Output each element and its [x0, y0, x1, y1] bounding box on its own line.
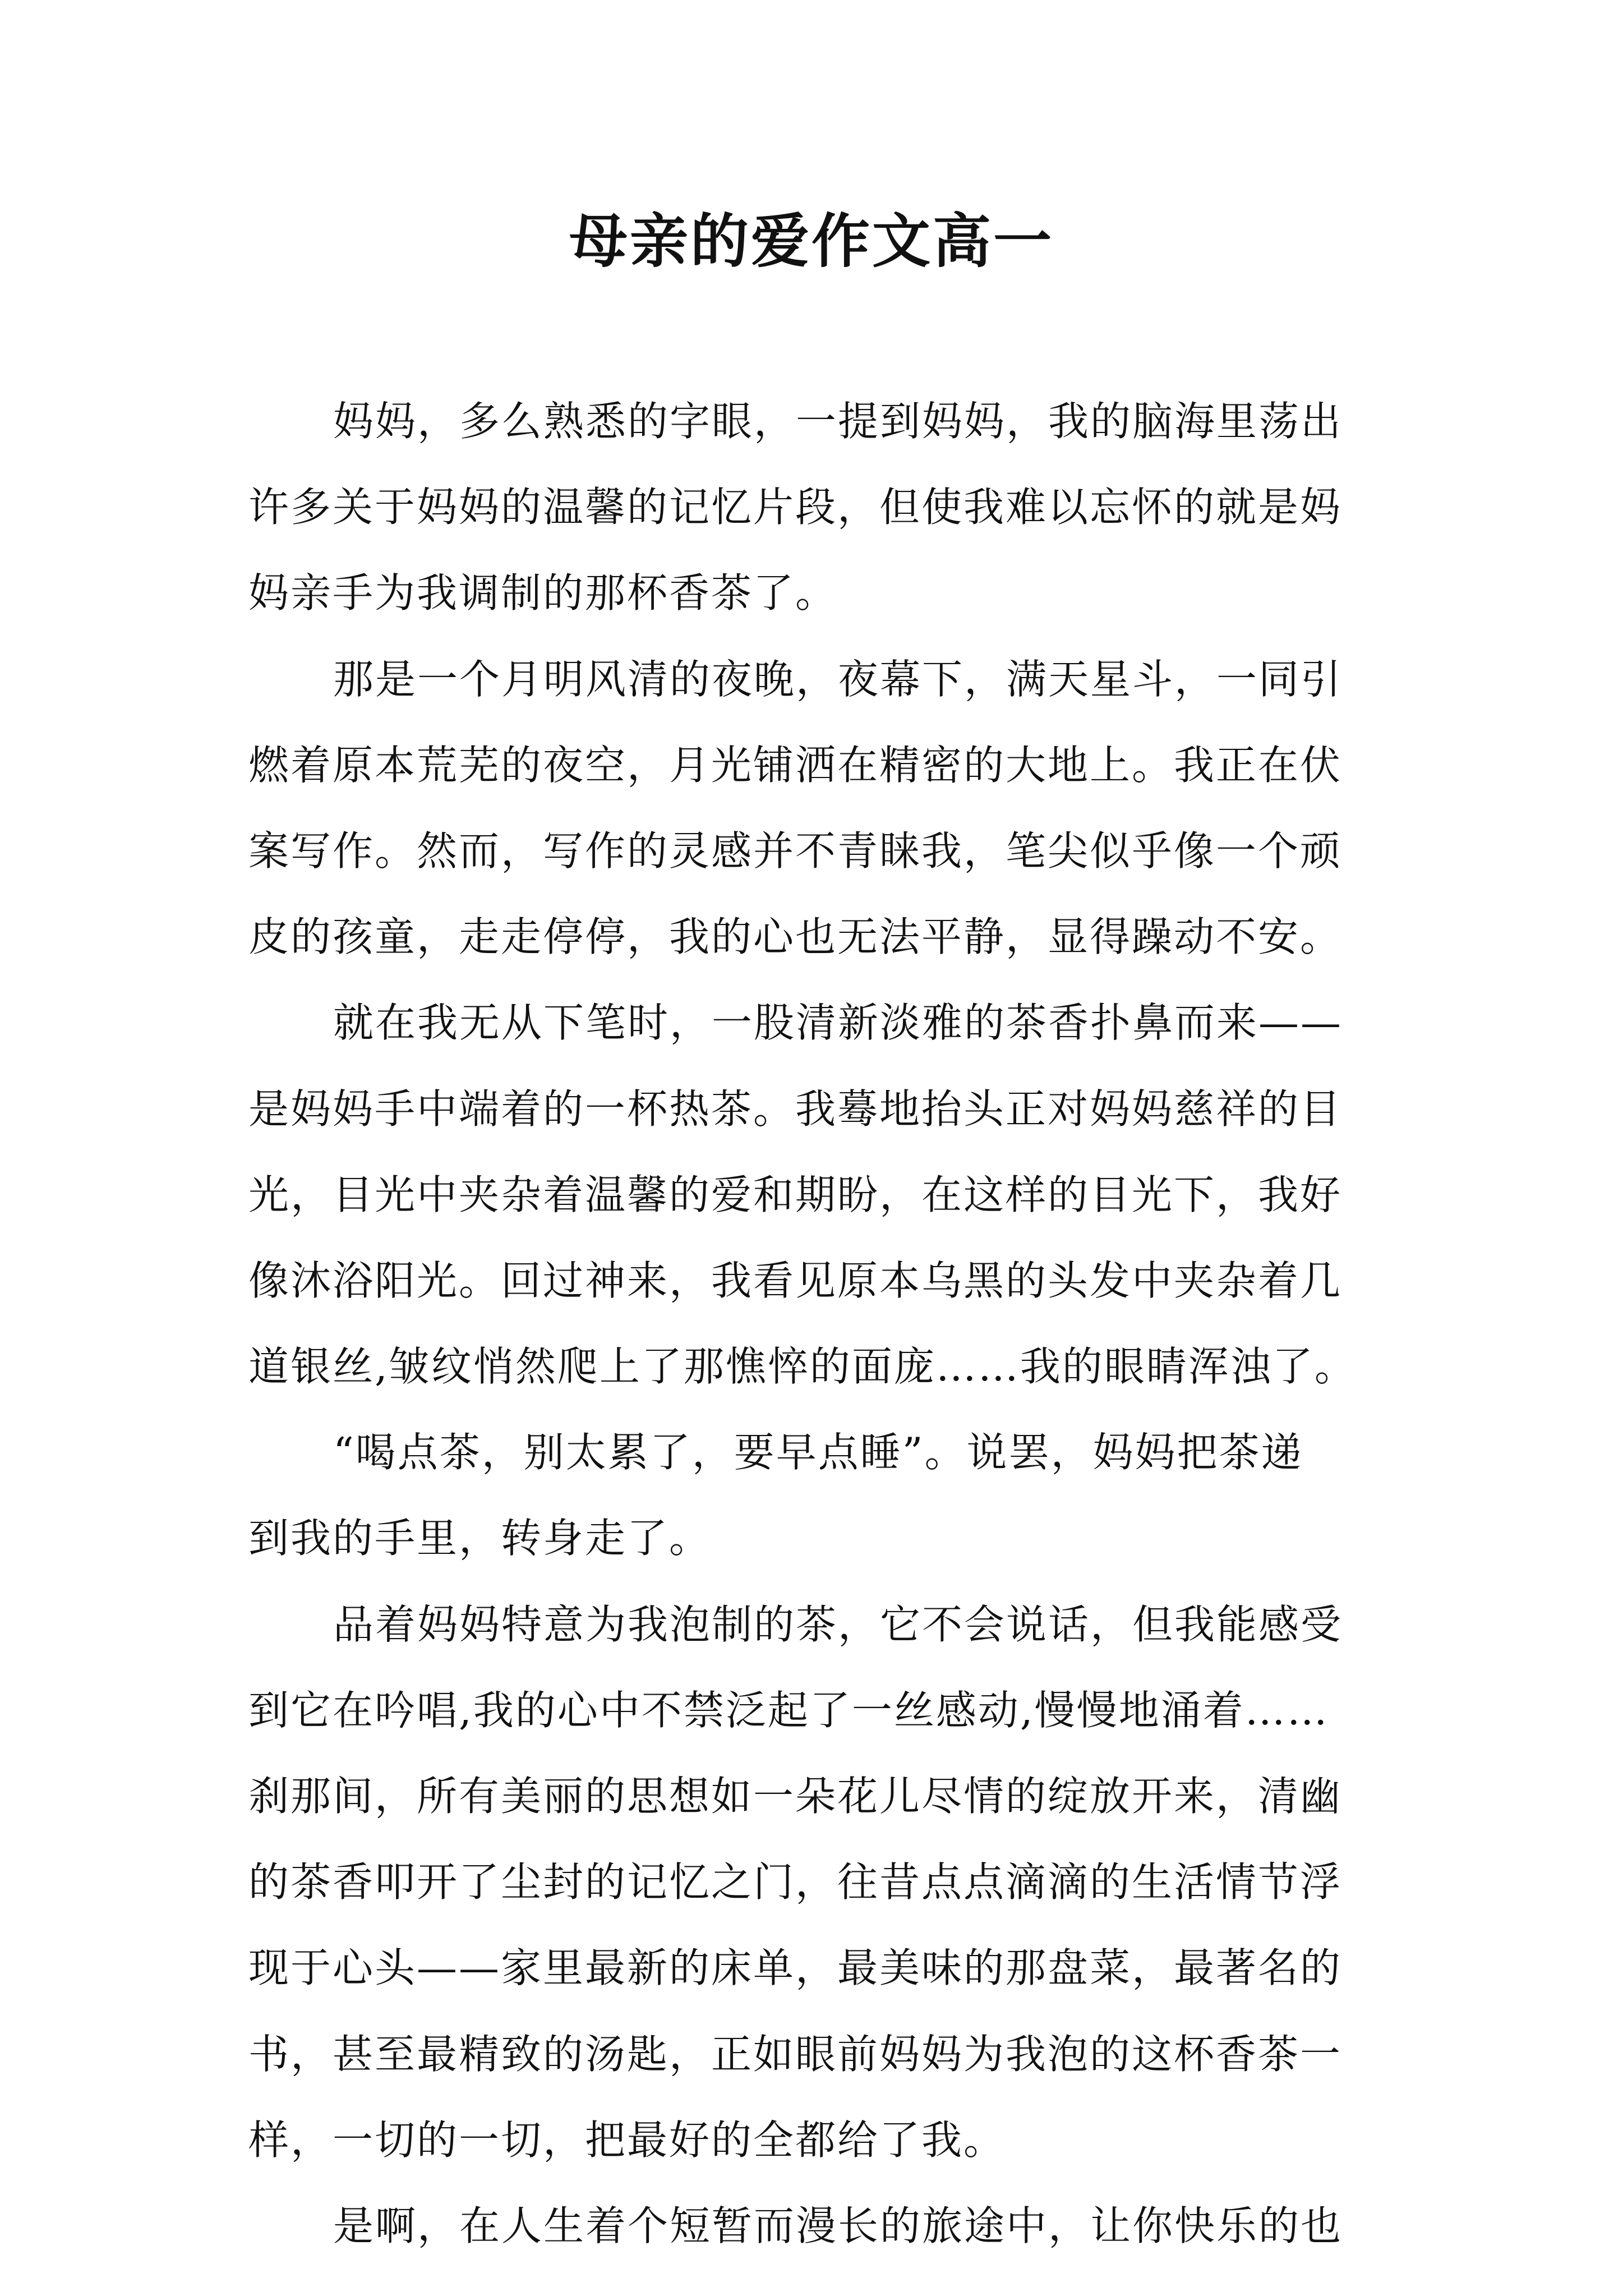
- text-line: 皮的孩童，走走停停，我的心也无法平静，显得躁动不安。: [248, 913, 1343, 961]
- text-line: 道银丝,皱纹悄然爬上了那憔悴的面庞……我的眼睛浑浊了。: [248, 1343, 1357, 1391]
- text-line: 是妈妈手中端着的一杯热茶。我蓦地抬头正对妈妈慈祥的目: [248, 1085, 1343, 1133]
- text-line: 的茶香叩开了尘封的记忆之门，往昔点点滴滴的生活情节浮: [248, 1858, 1343, 1906]
- text-line: 品着妈妈特意为我泡制的茶，它不会说话，但我能感受: [333, 1600, 1343, 1648]
- text-line: 燃着原本荒芜的夜空，月光铺洒在精密的大地上。我正在伏: [248, 741, 1343, 789]
- text-line: 妈亲手为我调制的那杯香茶了。: [248, 569, 838, 617]
- text-line: 刹那间，所有美丽的思想如一朵花儿尽情的绽放开来，清幽: [248, 1773, 1343, 1820]
- document-body: [248, 379, 1381, 2269]
- text-line: 妈妈，多么熟悉的字眼，一提到妈妈，我的脑海里荡出: [333, 398, 1343, 445]
- text-line: 样，一切的一切，把最好的全都给了我。: [248, 2116, 1006, 2164]
- text-line: 光，目光中夹杂着温馨的爱和期盼，在这样的目光下，我好: [248, 1171, 1343, 1218]
- text-line: 像沐浴阳光。回过神来，我看见原本乌黑的头发中夹杂着几: [248, 1257, 1343, 1304]
- text-line: 是啊，在人生着个短暂而漫长的旅途中，让你快乐的也: [333, 2202, 1343, 2249]
- text-line: 到它在吟唱,我的心中不禁泛起了一丝感动,慢慢地涌着……: [248, 1686, 1329, 1734]
- document-title: 母亲的爱作文高一: [569, 206, 1054, 275]
- text-line: 现于心头——家里最新的床单，最美味的那盘菜，最著名的: [248, 1944, 1343, 1992]
- text-line: 许多关于妈妈的温馨的记忆片段，但使我难以忘怀的就是妈: [248, 484, 1343, 531]
- text-line: 就在我无从下笔时，一股清新淡雅的茶香扑鼻而来——: [333, 999, 1343, 1047]
- text-line: “喝点茶，别太累了，要早点睡”。说罢，妈妈把茶递: [333, 1429, 1303, 1476]
- text-line: 书，甚至最精致的汤匙，正如眼前妈妈为我泡的这杯香茶一: [248, 2030, 1343, 2078]
- text-line: 案写作。然而，写作的灵感并不青睐我，笔尖似乎像一个顽: [248, 827, 1343, 875]
- text-line: 那是一个月明风清的夜晚，夜幕下，满天星斗，一同引: [333, 655, 1343, 703]
- text-line: 到我的手里，转身走了。: [248, 1515, 712, 1562]
